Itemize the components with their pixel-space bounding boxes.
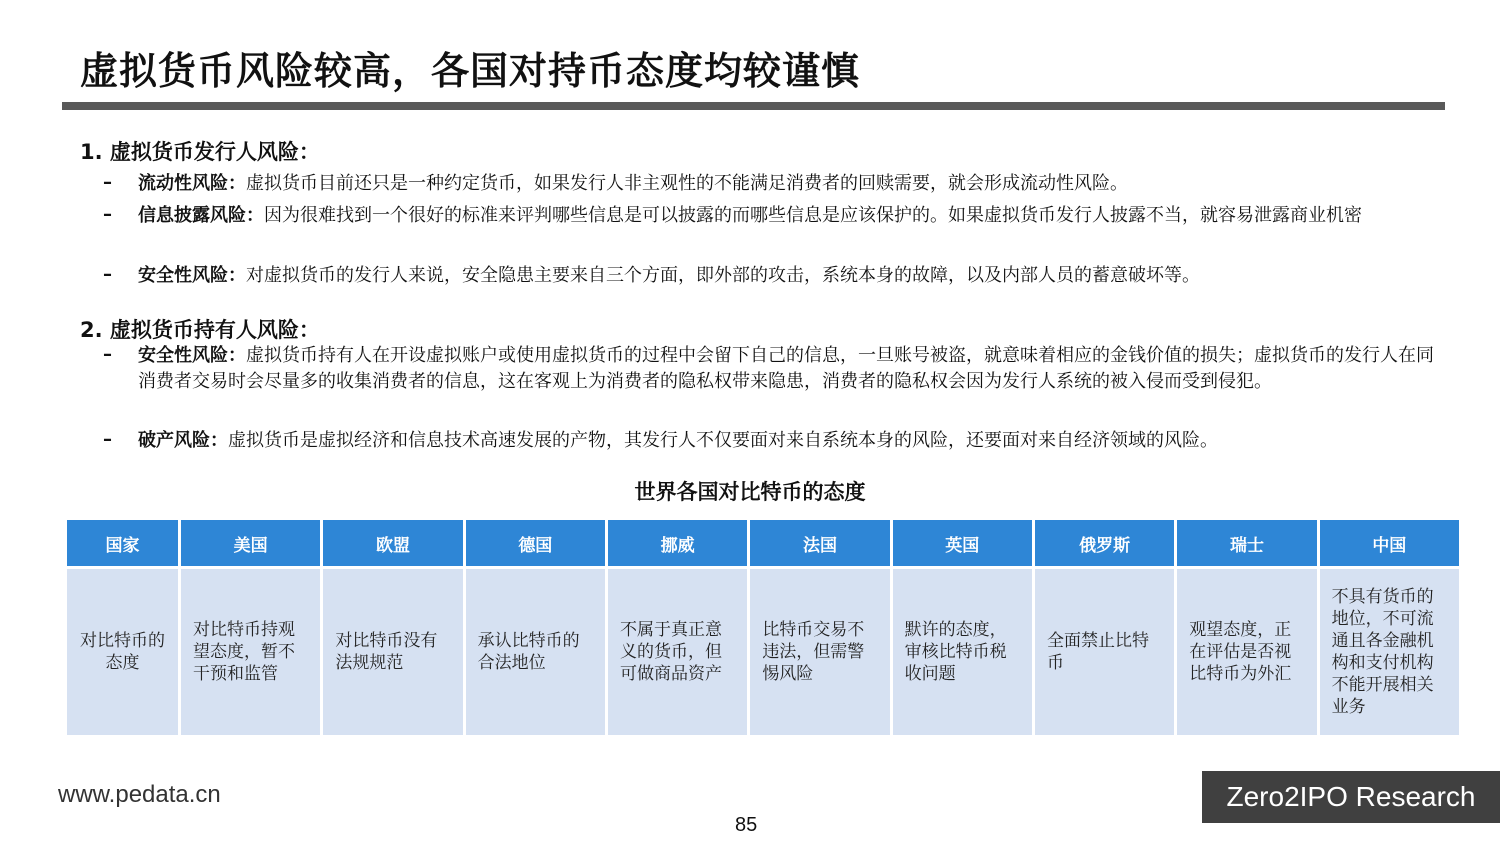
page-title: 虚拟货币风险较高，各国对持币态度均较谨慎 [80,49,861,93]
risk-text: 虚拟货币是虚拟经济和信息技术高速发展的产物，其发行人不仅要面对来自系统本身的风险，还要面对来自经济领域的风险。 [228,430,1218,451]
risk-text: 虚拟货币目前还只是一种约定货币，如果发行人非主观性的不能满足消费者的回赎需要，就会形成流动性风险。 [246,173,1128,194]
bullet-dash: – [103,344,112,365]
table-cell: 比特币交易不违法，但需警惕风险 [750,569,889,735]
table-cell: 不具有货币的地位，不可流通且各金融机构和支付机构不能开展相关业务 [1320,569,1459,735]
section-heading-issuer: 1. 虚拟货币发行人风险： [80,140,320,164]
risk-item-holder-security [138,343,1438,395]
table-cell: 承认比特币的合法地位 [466,569,605,735]
column-header-france: 法国 [750,520,889,566]
bullet-dash: – [103,204,112,225]
table-cell: 默许的态度，审核比特币税收问题 [893,569,1032,735]
risk-text: 对虚拟货币的发行人来说，安全隐患主要来自三个方面，即外部的攻击，系统本身的故障，以及内部人员的蓄意破坏等。 [246,265,1200,286]
brand-logo: Zero2IPO Research [1202,771,1500,823]
column-header-germany: 德国 [466,520,605,566]
column-header-country: 国家 [67,520,178,566]
table-cell: 观望态度，正在评估是否视比特币为外汇 [1177,569,1316,735]
risk-item-bankruptcy [138,428,1438,454]
risk-term: 流动性风险： [138,173,246,194]
column-header-norway: 挪威 [608,520,747,566]
column-header-russia: 俄罗斯 [1035,520,1174,566]
footer-website: www.pedata.cn [58,781,221,808]
table-cell: 全面禁止比特币 [1035,569,1174,735]
risk-term: 破产风险： [138,430,228,451]
column-header-uk: 英国 [893,520,1032,566]
row-header-attitude: 对比特币的态度 [67,569,178,735]
bullet-dash: – [103,264,112,285]
table-title: 世界各国对比特币的态度 [634,480,866,504]
risk-item-disclosure [138,203,1438,229]
column-header-usa: 美国 [181,520,320,566]
risk-term: 安全性风险： [138,345,246,366]
bullet-dash: – [103,429,112,450]
title-divider [62,102,1445,110]
section-heading-holder: 2. 虚拟货币持有人风险： [80,318,320,342]
risk-text: 虚拟货币持有人在开设虚拟账户或使用虚拟货币的过程中会留下自己的信息，一旦账号被盗，就意味着相应的金钱价值的损失；虚拟货币的发行人在同消费者交易时会尽量多的收集消费者的信息，这在客观上为消费者的隐私权带来隐患，消费者的隐私权会因为发行人系统的被入侵而受到侵犯。 [138,345,1434,392]
table-cell: 不属于真正意义的货币，但可做商品资产 [608,569,747,735]
column-header-china: 中国 [1320,520,1459,566]
country-attitude-table [64,517,1462,738]
table-cell: 对比特币没有法规规范 [323,569,462,735]
risk-item-liquidity [138,171,1438,197]
risk-text: 因为很难找到一个很好的标准来评判哪些信息是可以披露的而哪些信息是应该保护的。如果虚拟货币发行人披露不当，就容易泄露商业机密 [264,205,1362,226]
risk-term: 信息披露风险： [138,205,264,226]
risk-term: 安全性风险： [138,265,246,286]
table-row [67,569,1459,735]
bullet-dash: – [103,172,112,193]
column-header-eu: 欧盟 [323,520,462,566]
page-number: 85 [735,814,758,836]
column-header-switzerland: 瑞士 [1177,520,1316,566]
table-cell: 对比特币持观望态度，暂不干预和监管 [181,569,320,735]
table-header-row [67,520,1459,566]
risk-item-security [138,263,1438,289]
